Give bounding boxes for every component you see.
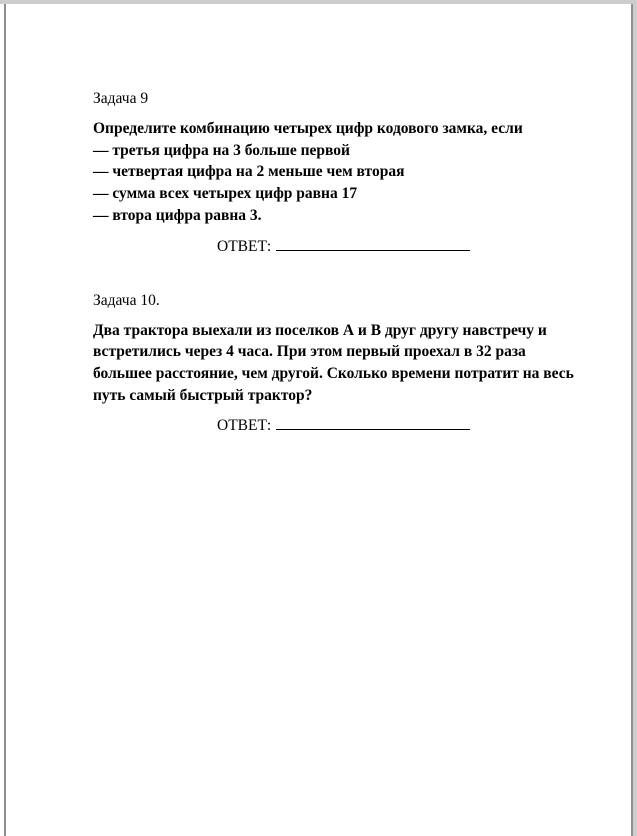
problem-9-answer-row bbox=[217, 236, 601, 258]
problem-9-answer-label: ОТВЕТ: bbox=[217, 237, 272, 255]
problem-9-condition-4: — втора цифра равна 3. bbox=[93, 206, 262, 224]
page-gutter-right bbox=[633, 0, 637, 836]
problem-10-answer-blank-line bbox=[276, 415, 470, 430]
problem-10-answer-row bbox=[217, 415, 601, 437]
problem-9-text bbox=[93, 118, 601, 227]
problem-10-line-3: большее расстояние, чем другой. Сколько времени потратит на весь bbox=[93, 364, 574, 382]
problem-9-condition-1: — третья цифра на 3 больше первой bbox=[93, 141, 350, 159]
problem-10-line-1: Два трактора выехали из поселков А и В друг другу навстречу и bbox=[93, 321, 547, 339]
problem-10-title: Задача 10. bbox=[93, 291, 160, 309]
document-page bbox=[4, 4, 633, 836]
problem-9-condition-2: — четвертая цифра на 2 меньше чем вторая bbox=[93, 163, 405, 181]
problem-9-section bbox=[93, 88, 601, 258]
problem-10-answer-label: ОТВЕТ: bbox=[217, 417, 272, 435]
problem-10-section bbox=[93, 290, 601, 438]
problem-9-condition-3: — сумма всех четырех цифр равна 17 bbox=[93, 185, 358, 203]
problem-10-text bbox=[93, 320, 601, 407]
page-content bbox=[6, 4, 631, 437]
problem-10-line-2: встретились через 4 часа. При этом первый проехал в 32 раза bbox=[93, 343, 526, 361]
problem-9-line-1: Определите комбинацию четырех цифр кодового замка, если bbox=[93, 120, 523, 137]
problem-9-answer-blank-line bbox=[276, 236, 470, 251]
problem-9-title: Задача 9 bbox=[93, 90, 149, 107]
problem-10-line-4: путь самый быстрый трактор? bbox=[93, 386, 313, 404]
